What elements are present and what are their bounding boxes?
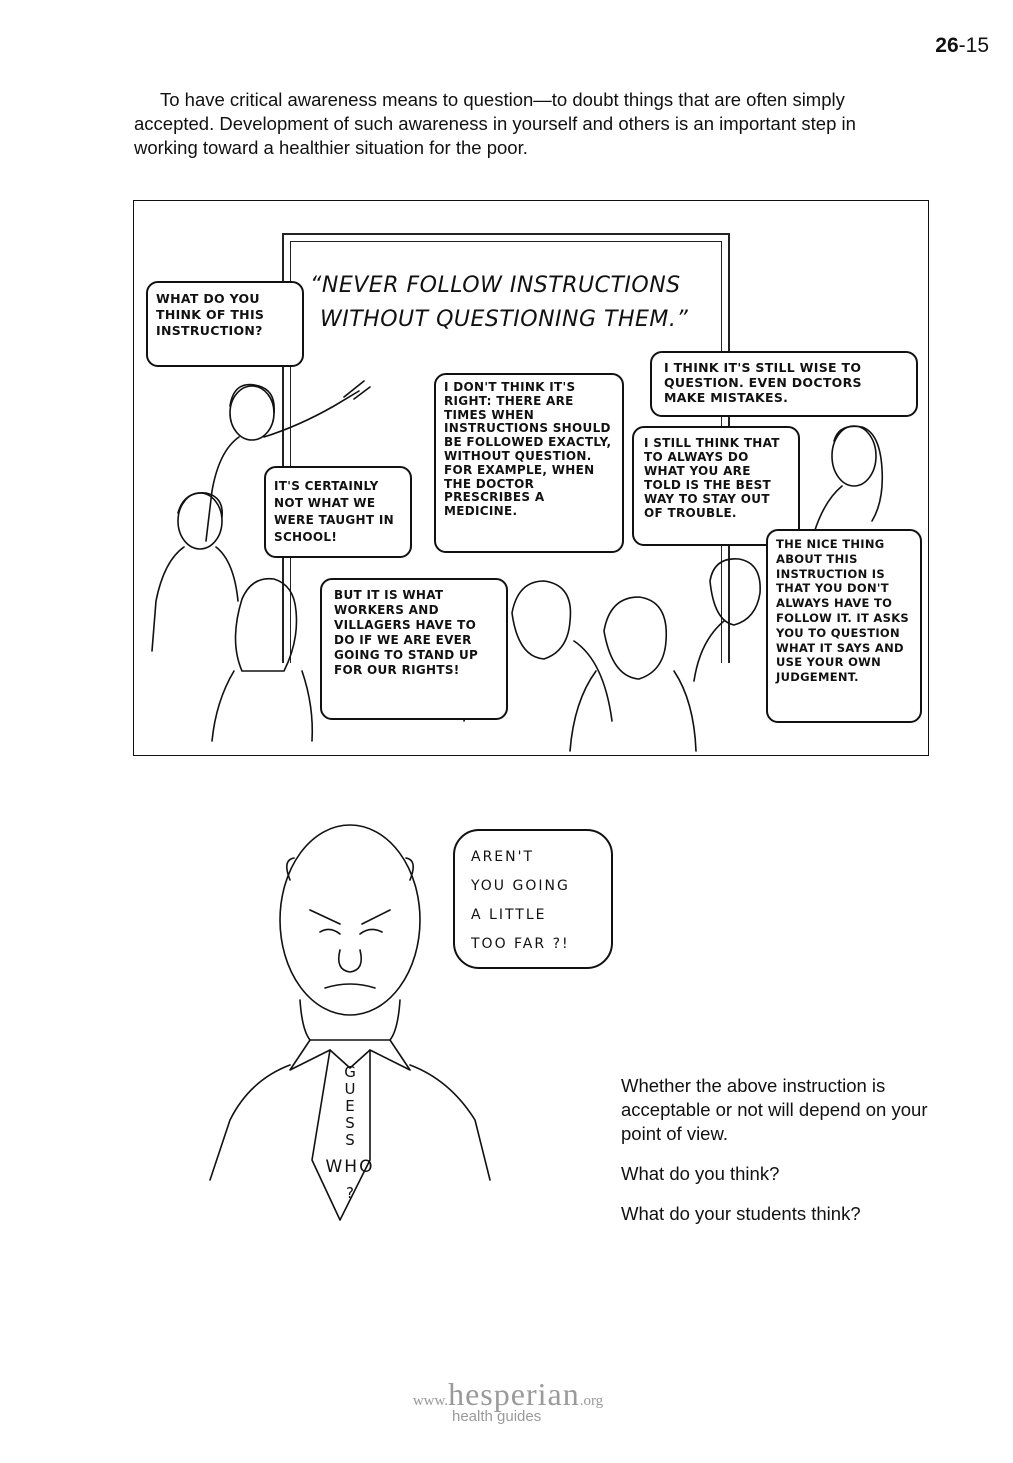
bubble-wise: I THINK IT'S STILL WISE TO QUESTION. EVEN DOCTORS MAKE MISTAKES. [650, 351, 918, 417]
intro-paragraph: To have critical awareness means to question—to doubt things that are often simply accepted. Development of such awareness in yourself and others is an important step in working toward a healthier situation for the poor. [134, 89, 856, 158]
bubble-rights: BUT IT IS WHAT WORKERS AND VILLAGERS HAVE TO DO IF WE ARE EVER GOING TO STAND UP FOR OUR RIGHTS! [320, 578, 508, 720]
tie-text: G U E S S [344, 1063, 356, 1149]
hesperian-logo[interactable]: www.hesperian.org health guides [412, 1376, 604, 1425]
bubble-teacher: WHAT DO YOU THINK OF THIS INSTRUCTION? [146, 281, 304, 367]
blackboard-text: “NEVER FOLLOW INSTRUCTIONS WITHOUT QUESTIONING THEM.” [310, 273, 689, 332]
bubble-school: IT'S CERTAINLY NOT WHAT WE WERE TAUGHT IN SCHOOL! [264, 466, 412, 558]
side-text: Whether the above instruction is acceptable or not will depend on your point of view. What do you think? What do your students think? [621, 1075, 928, 1224]
bubble-doctor: I DON'T THINK IT'S RIGHT: THERE ARE TIMES WHEN INSTRUCTIONS SHOULD BE FOLLOWED EXACTLY, WITHOUT QUESTION. FOR EXAMPLE, WHEN THE DOCTOR PRESCRIBES A MEDICINE. [434, 373, 624, 553]
tie-question-mark: ? [346, 1184, 354, 1202]
classroom-illustration [133, 200, 929, 756]
tie-who: WHO [325, 1157, 375, 1177]
official-speech-bubble: AREN'T YOU GOING A LITTLE TOO FAR ?! [453, 829, 613, 969]
page-number: 26-15 [935, 34, 989, 57]
bubble-nice: THE NICE THING ABOUT THIS INSTRUCTION IS THAT YOU DON'T ALWAYS HAVE TO FOLLOW IT. IT ASKS YOU TO QUESTION WHAT IT SAYS AND USE YOUR OWN JUDGEMENT. [766, 529, 922, 723]
bubble-trouble: I STILL THINK THAT TO ALWAYS DO WHAT YOU ARE TOLD IS THE BEST WAY TO STAY OUT OF TROUBLE. [632, 426, 800, 546]
